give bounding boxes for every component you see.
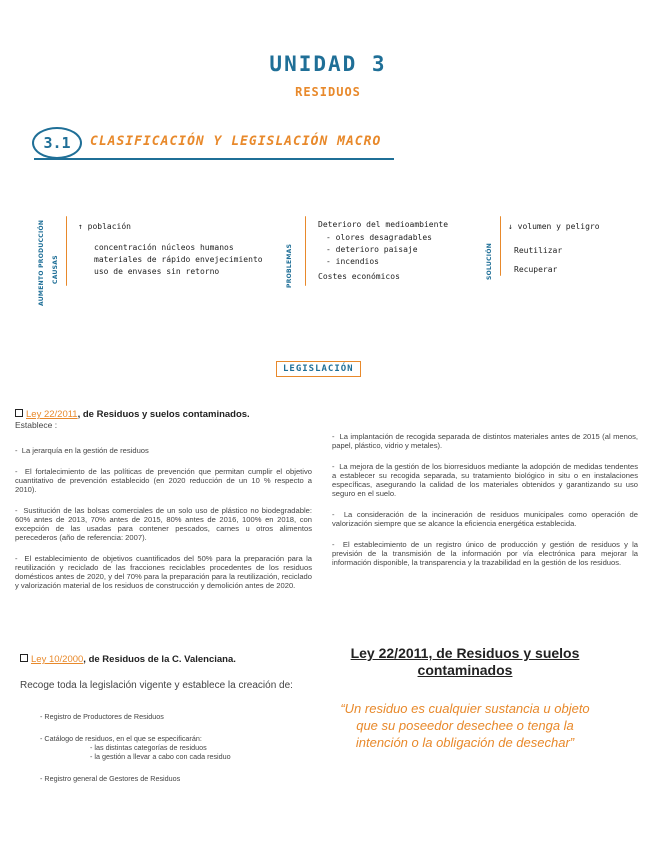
cause-item: ↑ población bbox=[78, 222, 131, 231]
law1-title: , de Residuos y suelos contaminados. bbox=[77, 409, 250, 420]
law2-intro: Recoge toda la legislación vigente y establece la creación de: bbox=[20, 680, 293, 691]
problem-item: - olores desagradables bbox=[326, 233, 432, 242]
list-item: - La jerarquía en la gestión de residuos bbox=[15, 446, 149, 455]
list-item: - Sustitución de las bolsas comerciales de un solo uso de plástico no biodegradable: 60% antes de 2013, 70% antes de 2015, 80% antes de 2016, 100% en 2018, con excepción de las usadas para contener pescados, carnes u otros alimentos perecederos (año de referencia: 2007). bbox=[15, 506, 312, 542]
law2-subitem: - las distintas categorías de residuos bbox=[90, 743, 207, 752]
law2-item: - Registro de Productores de Residuos bbox=[40, 712, 164, 721]
solution-item: ↓ volumen y peligro bbox=[508, 222, 600, 231]
solution-brace bbox=[500, 216, 501, 276]
unit-title: UNIDAD 3 bbox=[269, 52, 387, 76]
law1-right-column bbox=[332, 432, 638, 579]
problemas-label: PROBLEMAS bbox=[286, 243, 293, 288]
law1-heading bbox=[15, 409, 250, 420]
problem-item: Costes económicos bbox=[318, 272, 400, 281]
law2-subitem: - la gestión a llevar a cabo con cada residuo bbox=[90, 752, 231, 761]
solucion-label: SOLUCIÓN bbox=[486, 242, 493, 280]
cause-item: uso de envases sin retorno bbox=[94, 267, 220, 276]
problem-item: - incendios bbox=[326, 257, 379, 266]
law2-title: , de Residuos de la C. Valenciana. bbox=[83, 654, 236, 665]
solution-item: Reutilizar bbox=[514, 246, 563, 255]
solution-item: Recuperar bbox=[514, 265, 558, 274]
law2-heading bbox=[20, 654, 236, 665]
section-title: CLASIFICACIÓN Y LEGISLACIÓN MACRO bbox=[90, 134, 382, 149]
unit-subtitle: RESIDUOS bbox=[295, 85, 361, 99]
aumento-label: AUMENTO PRODUCCIÓN bbox=[38, 219, 45, 306]
law1-link[interactable]: Ley 22/2011 bbox=[26, 409, 78, 420]
law2-item: - Registro general de Gestores de Residuos bbox=[40, 774, 181, 783]
law2-item: - Catálogo de residuos, en el que se especificarán: bbox=[40, 734, 202, 743]
quote-text: “Un residuo es cualquier sustancia u objeto que su poseedor desechee o tenga la intención o la obligación de desechar” bbox=[340, 701, 590, 750]
section-underline bbox=[34, 158, 394, 160]
problem-item: Deterioro del medioambiente bbox=[318, 220, 449, 229]
list-item: - El establecimiento de un registro único de producción y gestión de residuos y la previsión de la transmisión de la información por vía electrónica para mejorar la información disponible, la transparencia y la trazabilidad en la gestión de los residuos. bbox=[332, 540, 639, 567]
law2-link[interactable]: Ley 10/2000 bbox=[31, 654, 84, 665]
cause-item: concentración núcleos humanos bbox=[94, 243, 234, 252]
problem-item: - deterioro paisaje bbox=[326, 245, 418, 254]
checkbox-icon bbox=[15, 409, 23, 417]
list-item: - La consideración de la incineración de residuos municipales como operación de valorización siempre que se alcance la eficiencia energética establecida. bbox=[332, 510, 638, 528]
legislacion-badge: LEGISLACIÓN bbox=[276, 361, 361, 377]
law1-left-column bbox=[15, 446, 312, 602]
list-item: - El fortalecimiento de las políticas de prevención que permitan cumplir el objetivo cuantitativo de prevención establecido (en 2020 reducción de un 10 % respecto a 2010). bbox=[15, 467, 312, 494]
list-item: - El establecimiento de objetivos cuantificados del 50% para la preparación para la reutilización y reciclado de las fracciones reciclables procedentes de los residuos domésticos antes de 2020, y del 70% para la preparación para la reutilización, reciclado y valorización material de los residuos de construcción y demolición antes de 2020. bbox=[15, 554, 313, 590]
problems-brace bbox=[305, 216, 306, 286]
checkbox-icon bbox=[20, 654, 28, 662]
quote-title: Ley 22/2011, de Residuos y suelos contaminados bbox=[350, 645, 580, 678]
causas-label: CAUSAS bbox=[52, 255, 59, 284]
list-item: - La mejora de la gestión de los biorresiduos mediante la adopción de medidas tendentes a establecer su recogida separada, su tratamiento biológico in situ o en instalaciones específicas, asegurando la calidad de los materiales obtenidos y garantizando su uso seguro en el suelo. bbox=[332, 462, 639, 498]
cause-item: materiales de rápido envejecimiento bbox=[94, 255, 263, 264]
section-number: 3.1 bbox=[32, 127, 82, 159]
causes-brace bbox=[66, 216, 67, 286]
list-item: - La implantación de recogida separada de distintos materiales antes de 2015 (al menos, papel, plástico, vidrio y metales). bbox=[332, 432, 638, 450]
law1-subtitle: Establece : bbox=[15, 420, 58, 430]
